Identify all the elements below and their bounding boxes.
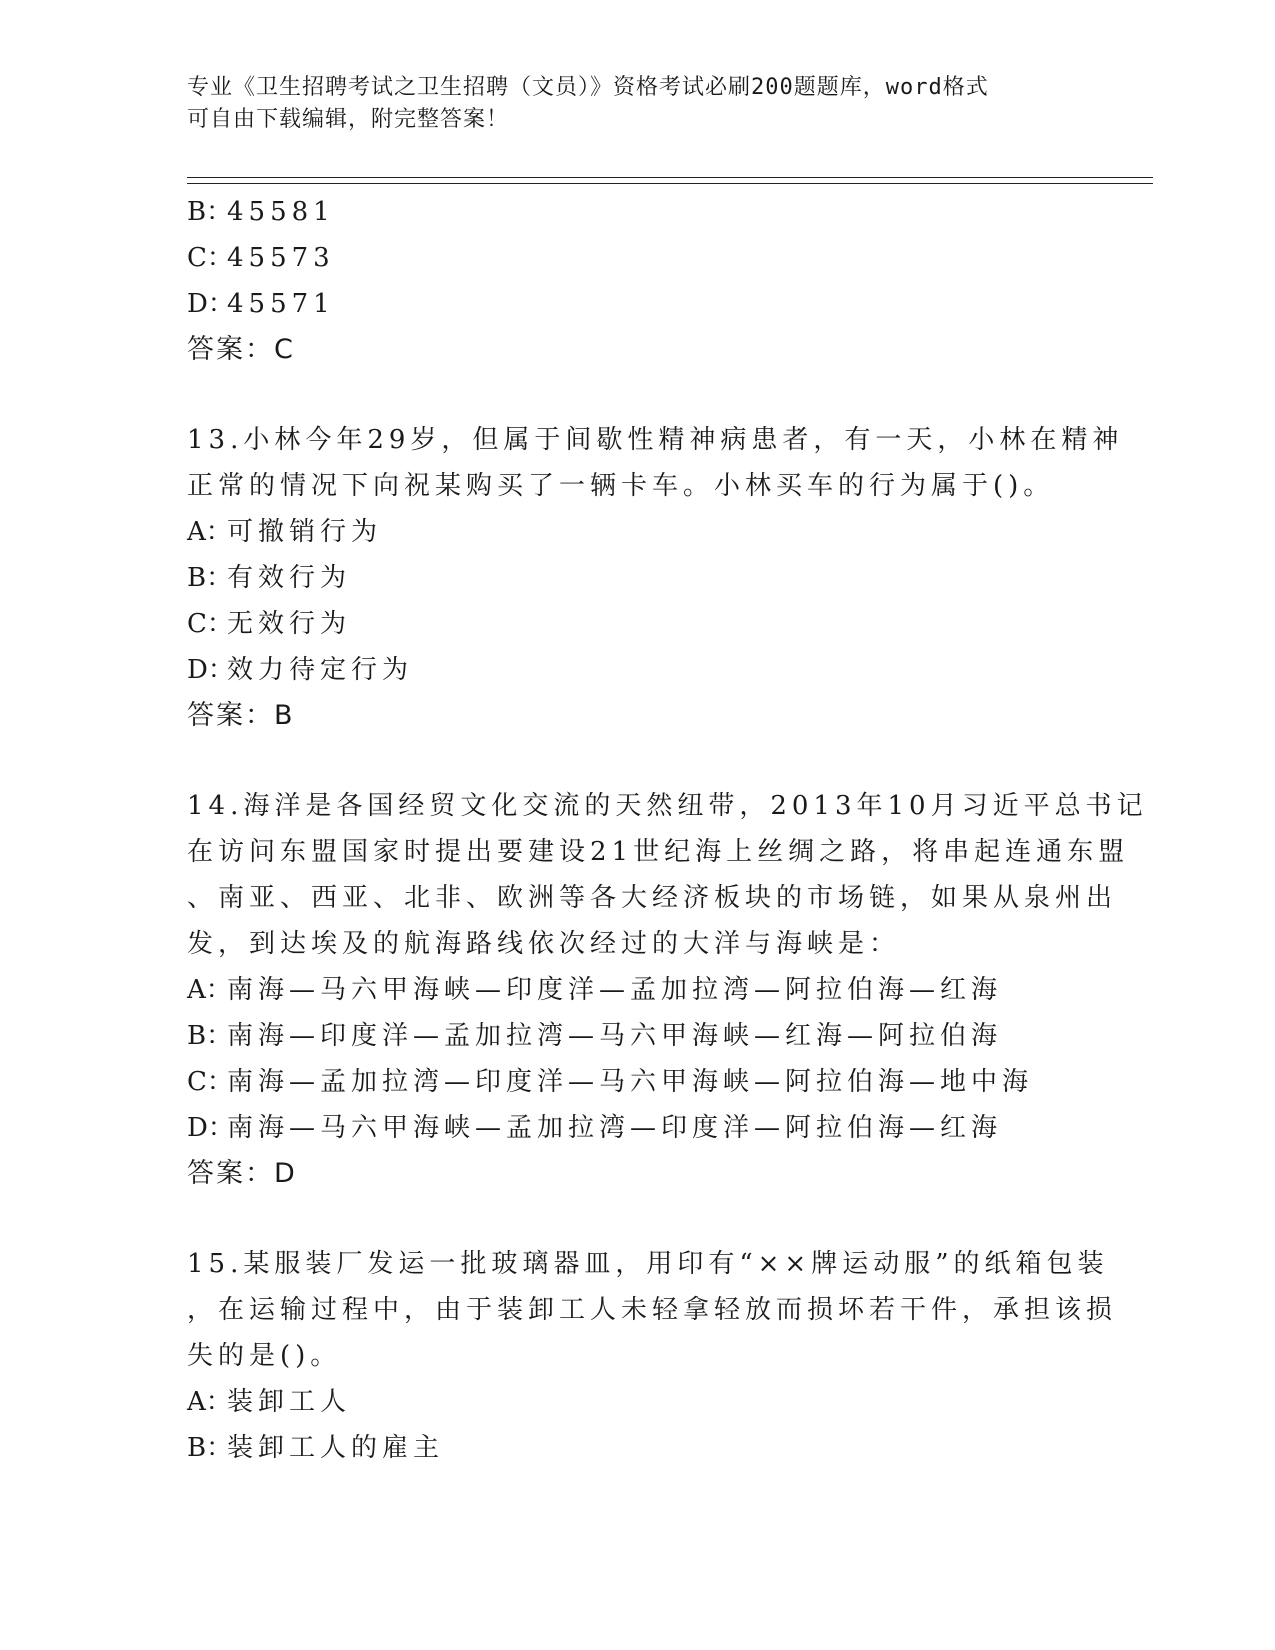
answer-line: 答案：C	[187, 334, 295, 365]
question-13	[187, 417, 1124, 739]
option-text: 有效行为	[227, 563, 352, 593]
question-stem-line: 发，到达埃及的航海路线依次经过的大洋与海峡是：	[187, 929, 901, 959]
option-c	[187, 601, 1087, 647]
option-letter: D：	[187, 1113, 234, 1143]
option-c	[187, 1059, 1087, 1105]
option-letter: C：	[187, 243, 233, 273]
option-letter: A：	[187, 517, 232, 547]
question-stem-line: 在访问东盟国家时提出要建设21世纪海上丝绸之路，将串起连通东盟	[187, 837, 1130, 867]
option-b	[187, 555, 1087, 601]
question-stem-line: 13.小林今年29岁，但属于间歇性精神病患者，有一天，小林在精神	[187, 425, 1124, 455]
question-stem-line: 14.海洋是各国经贸文化交流的天然纽带，2013年10月习近平总书记	[187, 791, 1148, 821]
option-a	[187, 509, 1087, 555]
option-text: 效力待定行为	[227, 655, 414, 685]
option-letter: B：	[187, 1433, 233, 1463]
question-stem-line: ，在运输过程中，由于装卸工人未轻拿轻放而损坏若干件，承担该损	[187, 1295, 1118, 1325]
option-letter: C：	[187, 609, 233, 639]
question-spacer	[187, 373, 1087, 417]
option-letter: A：	[187, 1387, 232, 1417]
option-letter: B：	[187, 197, 233, 227]
header-divider	[187, 177, 1153, 184]
question-stem-line: 正常的情况下向祝某购买了一辆卡车。小林买车的行为属于()。	[187, 471, 1055, 501]
option-text: 可撤销行为	[227, 517, 383, 547]
option-text: 无效行为	[227, 609, 352, 639]
option-letter: D：	[187, 289, 234, 319]
option-text: 南海—印度洋—孟加拉湾—马六甲海峡—红海—阿拉伯海	[227, 1021, 1003, 1051]
question-stem-line: 、南亚、西亚、北非、欧洲等各大经济板块的市场链，如果从泉州出	[187, 883, 1118, 913]
question-12-tail	[187, 189, 1087, 373]
option-letter: B：	[187, 563, 233, 593]
option-letter: C：	[187, 1067, 233, 1097]
option-text: 45581	[227, 197, 335, 227]
question-15	[187, 1241, 1118, 1471]
header-line-2: 可自由下载编辑，附完整答案！	[187, 107, 510, 132]
question-spacer	[187, 739, 1087, 783]
option-b	[187, 189, 1087, 235]
question-stem-line: 失的是()。	[187, 1341, 342, 1371]
option-d	[187, 281, 1087, 327]
option-c	[187, 235, 1087, 281]
option-text: 南海—马六甲海峡—孟加拉湾—印度洋—阿拉伯海—红海	[227, 1113, 1003, 1143]
page-header	[187, 72, 1067, 136]
option-b	[187, 1013, 1087, 1059]
option-d	[187, 647, 1087, 693]
option-a	[187, 1379, 1087, 1425]
option-letter: D：	[187, 655, 234, 685]
option-text: 45573	[227, 243, 335, 273]
option-a	[187, 967, 1087, 1013]
answer-line: 答案：D	[187, 1158, 297, 1189]
option-text: 45571	[227, 289, 335, 319]
question-14	[187, 783, 1148, 1197]
question-list	[187, 189, 1148, 1471]
header-line-1: 专业《卫生招聘考试之卫生招聘（文员）》资格考试必刷200题题库，word格式	[187, 75, 989, 100]
option-letter: A：	[187, 975, 232, 1005]
question-stem-line: 15.某服装厂发运一批玻璃器皿，用印有“××牌运动服”的纸箱包装	[187, 1249, 1109, 1279]
option-b	[187, 1425, 1087, 1471]
option-text: 装卸工人	[227, 1387, 352, 1417]
answer-line: 答案：B	[187, 700, 295, 731]
option-text: 南海—孟加拉湾—印度洋—马六甲海峡—阿拉伯海—地中海	[227, 1067, 1034, 1097]
option-text: 装卸工人的雇主	[227, 1433, 445, 1463]
option-text: 南海—马六甲海峡—印度洋—孟加拉湾—阿拉伯海—红海	[227, 975, 1003, 1005]
question-spacer	[187, 1197, 1087, 1241]
option-letter: B：	[187, 1021, 233, 1051]
option-d	[187, 1105, 1087, 1151]
